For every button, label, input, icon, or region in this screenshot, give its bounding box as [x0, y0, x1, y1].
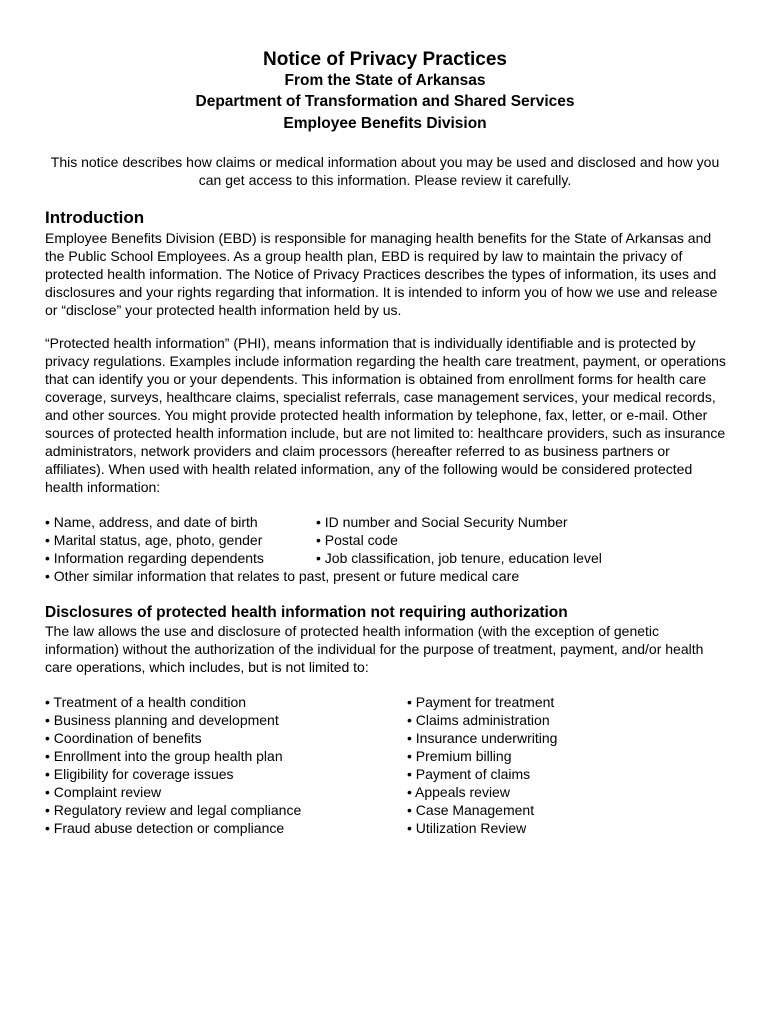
- list-item: • Marital status, age, photo, gender: [45, 532, 263, 548]
- phi-examples-right: [316, 513, 602, 567]
- list-item: • Postal code: [316, 532, 398, 548]
- list-item: • Complaint review: [45, 784, 162, 800]
- disclosures-heading: Disclosures of protected health information not requiring authorization: [45, 604, 568, 621]
- disclosures-paragraph: The law allows the use and disclosure of protected health information (with the exception of genetic information) without the authorization of the individual for the purpose of treatment, payment, and/or health care operations, which includes, but is not limited to:: [45, 623, 704, 675]
- list-item: • Enrollment into the group health plan: [45, 748, 283, 764]
- list-item: • Appeals review: [407, 784, 510, 800]
- list-item: • ID number and Social Security Number: [316, 514, 568, 530]
- notice-title: Notice of Privacy Practices: [263, 49, 507, 70]
- list-item: • Fraud abuse detection or compliance: [45, 820, 285, 836]
- list-item: • Payment of claims: [407, 766, 531, 782]
- introduction-heading: Introduction: [45, 208, 145, 227]
- notice-summary: This notice describes how claims or medical information about you may be used and disclosed and how you can get access to this information. Please review it carefully.: [50, 154, 720, 188]
- list-item: • Other similar information that relates to past, present or future medical care: [45, 568, 520, 584]
- list-item: • Coordination of benefits: [45, 730, 202, 746]
- list-item: • Claims administration: [407, 712, 550, 728]
- state-subtitle: From the State of Arkansas: [284, 72, 486, 89]
- disclosure-uses-left: [45, 693, 301, 837]
- list-item: • Utilization Review: [407, 820, 527, 836]
- list-item: • Business planning and development: [45, 712, 279, 728]
- introduction-paragraph: Employee Benefits Division (EBD) is responsible for managing health benefits for the State of Arkansas and the Public School Employees. As a group health plan, EBD is required by law to maintain the privacy of protected health information. The Notice of Privacy Practices describes the types of information, its uses and disclosures and your rights regarding that information. It is intended to inform you of how we use and release or “disclose” your protected health information held by us.: [45, 230, 718, 318]
- list-item: • Case Management: [407, 802, 535, 818]
- disclosure-uses-right: [407, 693, 557, 837]
- list-item: • Treatment of a health condition: [45, 694, 247, 710]
- division-subtitle: Employee Benefits Division: [283, 115, 487, 132]
- list-item: • Name, address, and date of birth: [45, 514, 258, 530]
- list-item: • Information regarding dependents: [45, 550, 264, 566]
- list-item: • Job classification, job tenure, education level: [316, 550, 602, 566]
- list-item: • Insurance underwriting: [407, 730, 558, 746]
- list-item: • Regulatory review and legal compliance: [45, 802, 302, 818]
- phi-definition-paragraph: “Protected health information” (PHI), means information that is individually identifiable and is protected by privacy regulations. Examples include information regarding the health care treatment, payment, or operations that can identify you or your dependents. This information is obtained from enrollment forms for health care coverage, surveys, healthcare claims, specialist referrals, case management services, your medical records, and other sources. You might provide protected health information by telephone, fax, letter, or e-mail. Other sources of protected health information include, but are not limited to: healthcare providers, such as insurance administrators, network providers and claim processors (hereafter referred to as business partners or affiliates). When used with health related information, any of the following would be considered protected health information:: [45, 335, 726, 495]
- list-item: • Premium billing: [407, 748, 512, 764]
- list-item: • Payment for treatment: [407, 694, 555, 710]
- department-subtitle: Department of Transformation and Shared Services: [195, 93, 575, 110]
- list-item: • Eligibility for coverage issues: [45, 766, 234, 782]
